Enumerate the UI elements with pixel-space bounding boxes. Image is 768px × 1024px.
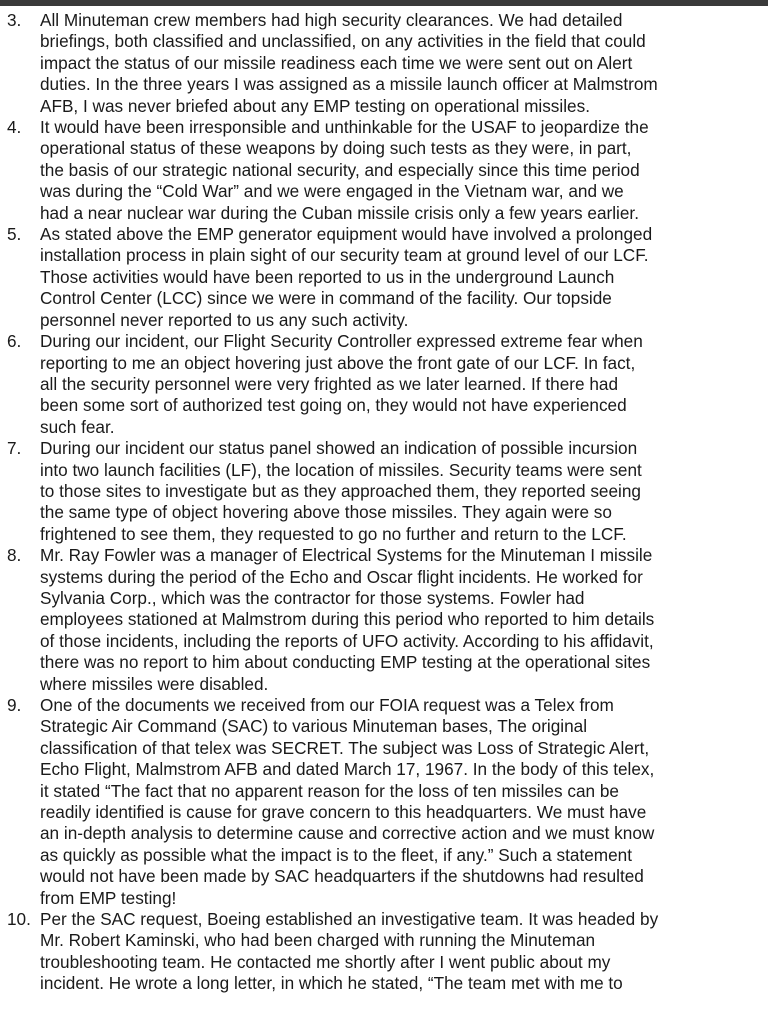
item-text: As stated above the EMP generator equipment would have involved a prolonged installation process in plain sight of our security team at ground level of our LCF. Those activities would have been reported to us in the underground Launch Control Center (LCC) since we were in command of the facility. Our topside personnel never reported to us any such activity. xyxy=(40,224,653,330)
item-number: 8. xyxy=(7,545,22,566)
list-item-4 xyxy=(0,117,768,224)
item-text: It would have been irresponsible and unthinkable for the USAF to jeopardize the operational status of these weapons by doing such tests as they were, in part, the basis of our strategic national security, and especially since this time period was during the “Cold War” and we were engaged in the Vietnam war, and we had a near nuclear war during the Cuban missile crisis only a few years earlier. xyxy=(40,117,649,223)
item-number: 6. xyxy=(7,331,22,352)
item-text: During our incident our status panel showed an indication of possible incursion into two launch facilities (LF), the location of missiles. Security teams were sent to those sites to investigate but as they approached them, they reported seeing the same type of object hovering above those missiles. They again were so frightened to see them, they requested to go no further and return to the LCF. xyxy=(40,438,642,544)
list-item-8 xyxy=(0,545,768,695)
list-item-7 xyxy=(0,438,768,545)
list-item-10 xyxy=(0,909,768,995)
item-text: One of the documents we received from our FOIA request was a Telex from Strategic Air Command (SAC) to various Minuteman bases, The original classification of that telex was SECRET. The subject was Loss of Strategic Alert, Echo Flight, Malmstrom AFB and dated March 17, 1967. In the body of this telex, it stated “The fact that no apparent reason for the loss of ten missiles can be readily identified is cause for grave concern to this headquarters. We must have an in-depth analysis to determine cause and corrective action and we must know as quickly as possible what the impact is to the fleet, if any.” Such a statement would not have been made by SAC headquarters if the shutdowns had resulted from EMP testing! xyxy=(40,695,655,908)
item-number: 7. xyxy=(7,438,22,459)
item-text: All Minuteman crew members had high security clearances. We had detailed briefings, both classified and unclassified, on any activities in the field that could impact the status of our missile readiness each time we were sent out on Alert duties. In the three years I was assigned as a missile launch officer at Malmstrom AFB, I was never briefed about any EMP testing on operational missiles. xyxy=(40,10,658,116)
item-number: 3. xyxy=(7,10,22,30)
top-edge-bar xyxy=(0,0,768,6)
document-page xyxy=(0,10,768,995)
item-number: 5. xyxy=(7,224,22,245)
list-item-5 xyxy=(0,224,768,331)
item-number: 10. xyxy=(7,909,31,930)
list-item-6 xyxy=(0,331,768,438)
item-number: 9. xyxy=(7,695,22,715)
list-item-9 xyxy=(0,695,768,909)
item-text: Mr. Ray Fowler was a manager of Electrical Systems for the Minuteman I missile systems during the period of the Echo and Oscar flight incidents. He worked for Sylvania Corp., which was the contractor for those systems. Fowler had employees stationed at Malmstrom during this period who reported to him details of those incidents, including the reports of UFO activity. According to his affidavit, there was no report to him about conducting EMP testing at the operational sites where missiles were disabled. xyxy=(40,545,655,694)
list-item-3 xyxy=(0,10,768,117)
item-number: 4. xyxy=(7,117,22,138)
item-text: During our incident, our Flight Security Controller expressed extreme fear when reporting to me an object hovering just above the front gate of our LCF. In fact, all the security personnel were very frighted as we later learned. If there had been some sort of authorized test going on, they would not have experienced such fear. xyxy=(40,331,643,437)
item-text: Per the SAC request, Boeing established an investigative team. It was headed by Mr. Robert Kaminski, who had been charged with running the Minuteman troubleshooting team. He contacted me shortly after I went public about my incident. He wrote a long letter, in which he stated, “The team met with me to xyxy=(40,909,659,994)
